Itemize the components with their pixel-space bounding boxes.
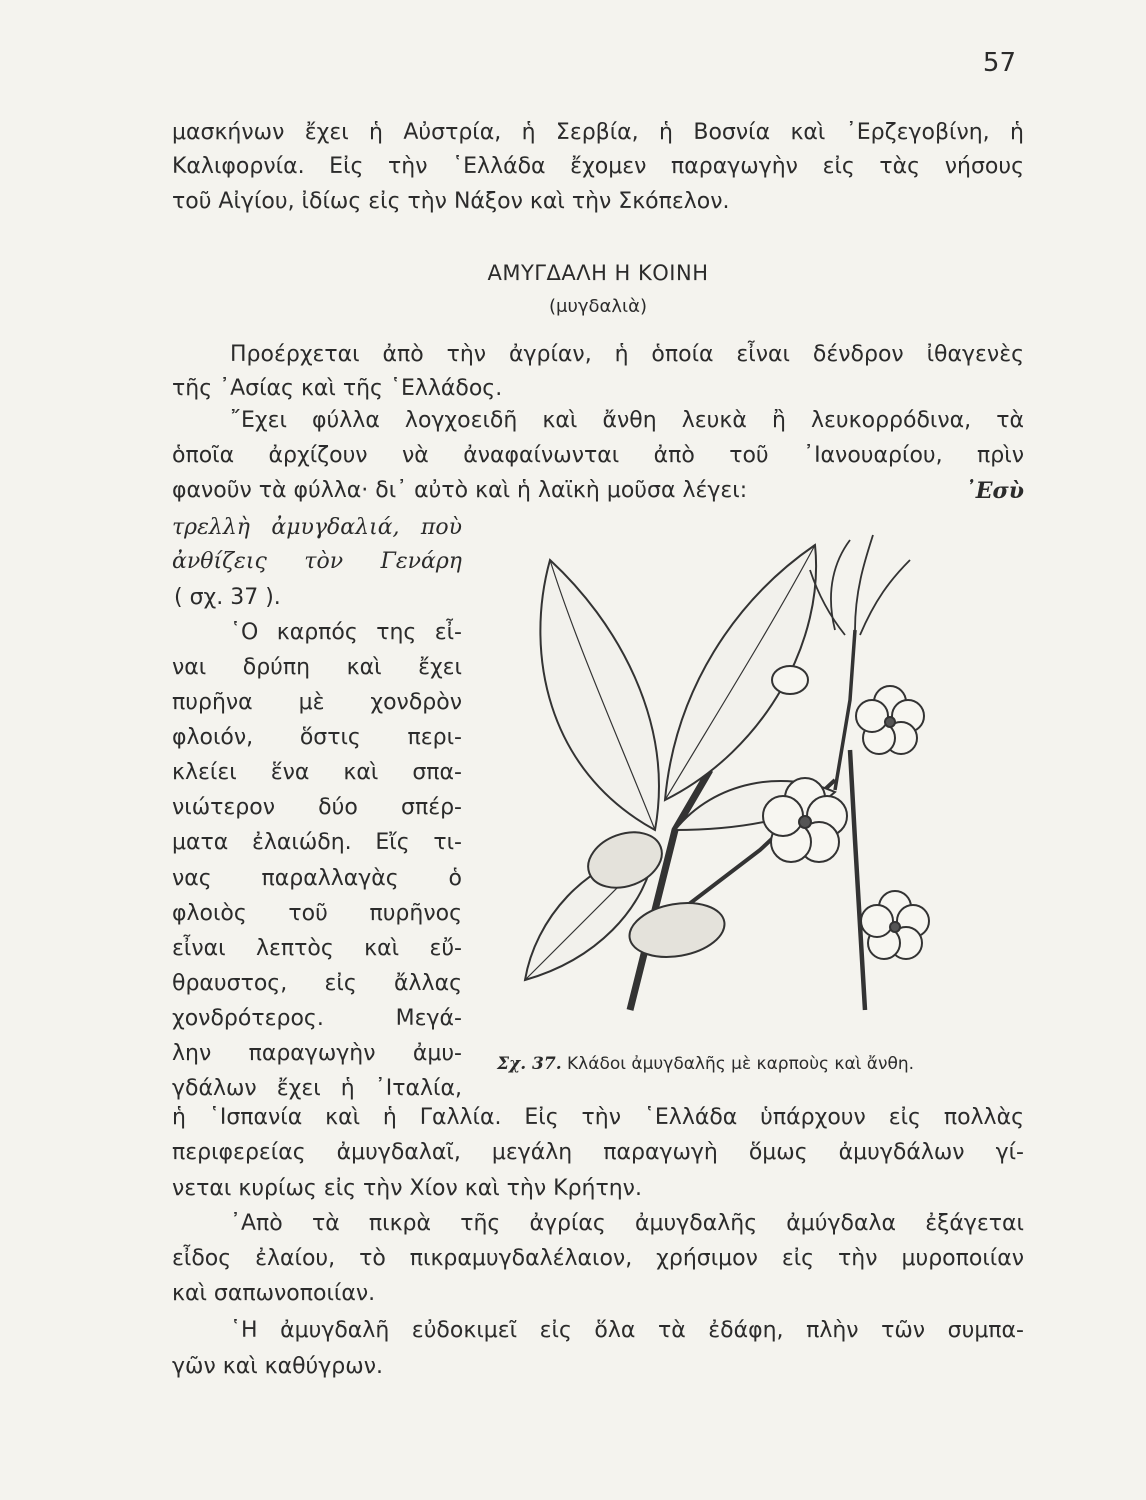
text-line: γῶν καὶ καθύγρων. — [172, 1354, 383, 1379]
text-line: τῆς ᾿Ασίας καὶ τῆς ῾Ελλάδος. — [172, 376, 503, 401]
caption-label: Σχ. 37. — [497, 1054, 562, 1074]
text-line: Προέρχεται ἀπὸ τὴν ἀγρίαν, ἡ ὁποία εἶναι δένδρον ἰθαγενὲς — [230, 342, 1024, 367]
caption-text: Κλάδοι ἀμυγδαλῆς μὲ καρποὺς καὶ ἄνθη. — [567, 1054, 915, 1074]
text-line: τοῦ Αἰγίου, ἰδίως εἰς τὴν Νάξον καὶ τὴν Σκόπελον. — [172, 189, 730, 214]
narrow-text-line: εἶναι λεπτὸς καὶ εὔ- — [172, 936, 462, 961]
narrow-text-line: ῾Ο καρπός της εἶ- — [230, 620, 462, 645]
figure-caption — [497, 1054, 914, 1074]
narrow-text-line: κλείει ἕνα καὶ σπα- — [172, 760, 462, 785]
narrow-text-line: θραυστος, εἰς ἄλλας — [172, 971, 462, 996]
narrow-text-line: φλοιὸς τοῦ πυρῆνος — [172, 901, 462, 926]
narrow-text-line: νας παραλλαγὰς ὁ — [172, 866, 462, 891]
narrow-text-line: ναι δρύπη καὶ ἔχει — [172, 655, 462, 680]
text-line: μασκήνων ἔχει ἡ Αὐστρία, ἡ Σερβία, ἡ Βοσνία καὶ ᾿Ερζεγοβίνη, ἡ — [172, 120, 1024, 145]
text-line: εἶδος ἐλαίου, τὸ πικραμυγδαλέλαιον, χρήσιμον εἰς τὴν μυροποιίαν — [172, 1246, 1024, 1271]
quote-line: ἀνθίζεις τὸν Γενάρη — [172, 549, 462, 574]
narrow-text-line: ματα ἐλαιώδη. Εἴς τι- — [172, 830, 462, 855]
text-line: Καλιφορνία. Εἰς τὴν ῾Ελλάδα ἔχομεν παραγωγὴν εἰς τὰς νήσους — [172, 154, 1024, 179]
narrow-text-line: χονδρότερος. Μεγά- — [172, 1006, 462, 1031]
section-heading: ΑΜΥΓΔΑΛΗ Η ΚΟΙΝΗ — [487, 261, 709, 285]
section-subheading: (μυγδαλιὰ) — [548, 296, 648, 317]
page-number: 57 — [982, 48, 1016, 78]
text-line: ῎Εχει φύλλα λογχοειδῆ καὶ ἄνθη λευκὰ ἢ λευκορρόδινα, τὰ — [230, 408, 1024, 433]
text-line: ἡ ῾Ισπανία καὶ ἡ Γαλλία. Εἰς τὴν ῾Ελλάδα ὑπάρχουν εἰς πολλὰς — [172, 1105, 1024, 1130]
text-line — [172, 476, 1024, 506]
text-span: φανοῦν τὰ φύλλα· δι᾿ αὐτὸ καὶ ἡ λαϊκὴ μοῦσα λέγει: — [172, 478, 748, 503]
text-line: ῾Η ἀμυγδαλῆ εὐδοκιμεῖ εἰς ὅλα τὰ ἐδάφη, πλὴν τῶν συμπα- — [230, 1318, 1024, 1343]
almond-branch-illustration — [505, 530, 1025, 1050]
text-line: ὁποῖα ἀρχίζουν νὰ ἀναφαίνωνται ἀπὸ τοῦ ᾿Ιανουαρίου, πρὶν — [172, 443, 1024, 468]
narrow-text-line: λην παραγωγὴν ἀμυ- — [172, 1041, 462, 1066]
narrow-text-line: φλοιόν, ὅστις περι- — [172, 725, 462, 750]
figure-reference: ( σχ. 37 ). — [174, 585, 281, 610]
quote-start: ᾿Εσὺ — [964, 478, 1024, 504]
narrow-text-line: νιώτερον δύο σπέρ- — [172, 795, 462, 820]
text-line: καὶ σαπωνοποιίαν. — [172, 1281, 376, 1306]
narrow-text-line: γδάλων ἔχει ἡ ᾿Ιταλία, — [172, 1076, 462, 1101]
text-line: περιφερείας ἀμυγδαλαῖ, μεγάλη παραγωγὴ ὅμως ἀμυγδάλων γί- — [172, 1140, 1024, 1165]
quote-line: τρελλὴ ἀμυγδαλιά, ποὺ — [172, 515, 462, 540]
narrow-text-line: πυρῆνα μὲ χονδρὸν — [172, 690, 462, 715]
text-line: νεται κυρίως εἰς τὴν Χίον καὶ τὴν Κρήτην. — [172, 1176, 642, 1201]
text-line: ᾿Απὸ τὰ πικρὰ τῆς ἀγρίας ἀμυγδαλῆς ἀμύγδαλα ἐξάγεται — [230, 1211, 1024, 1236]
